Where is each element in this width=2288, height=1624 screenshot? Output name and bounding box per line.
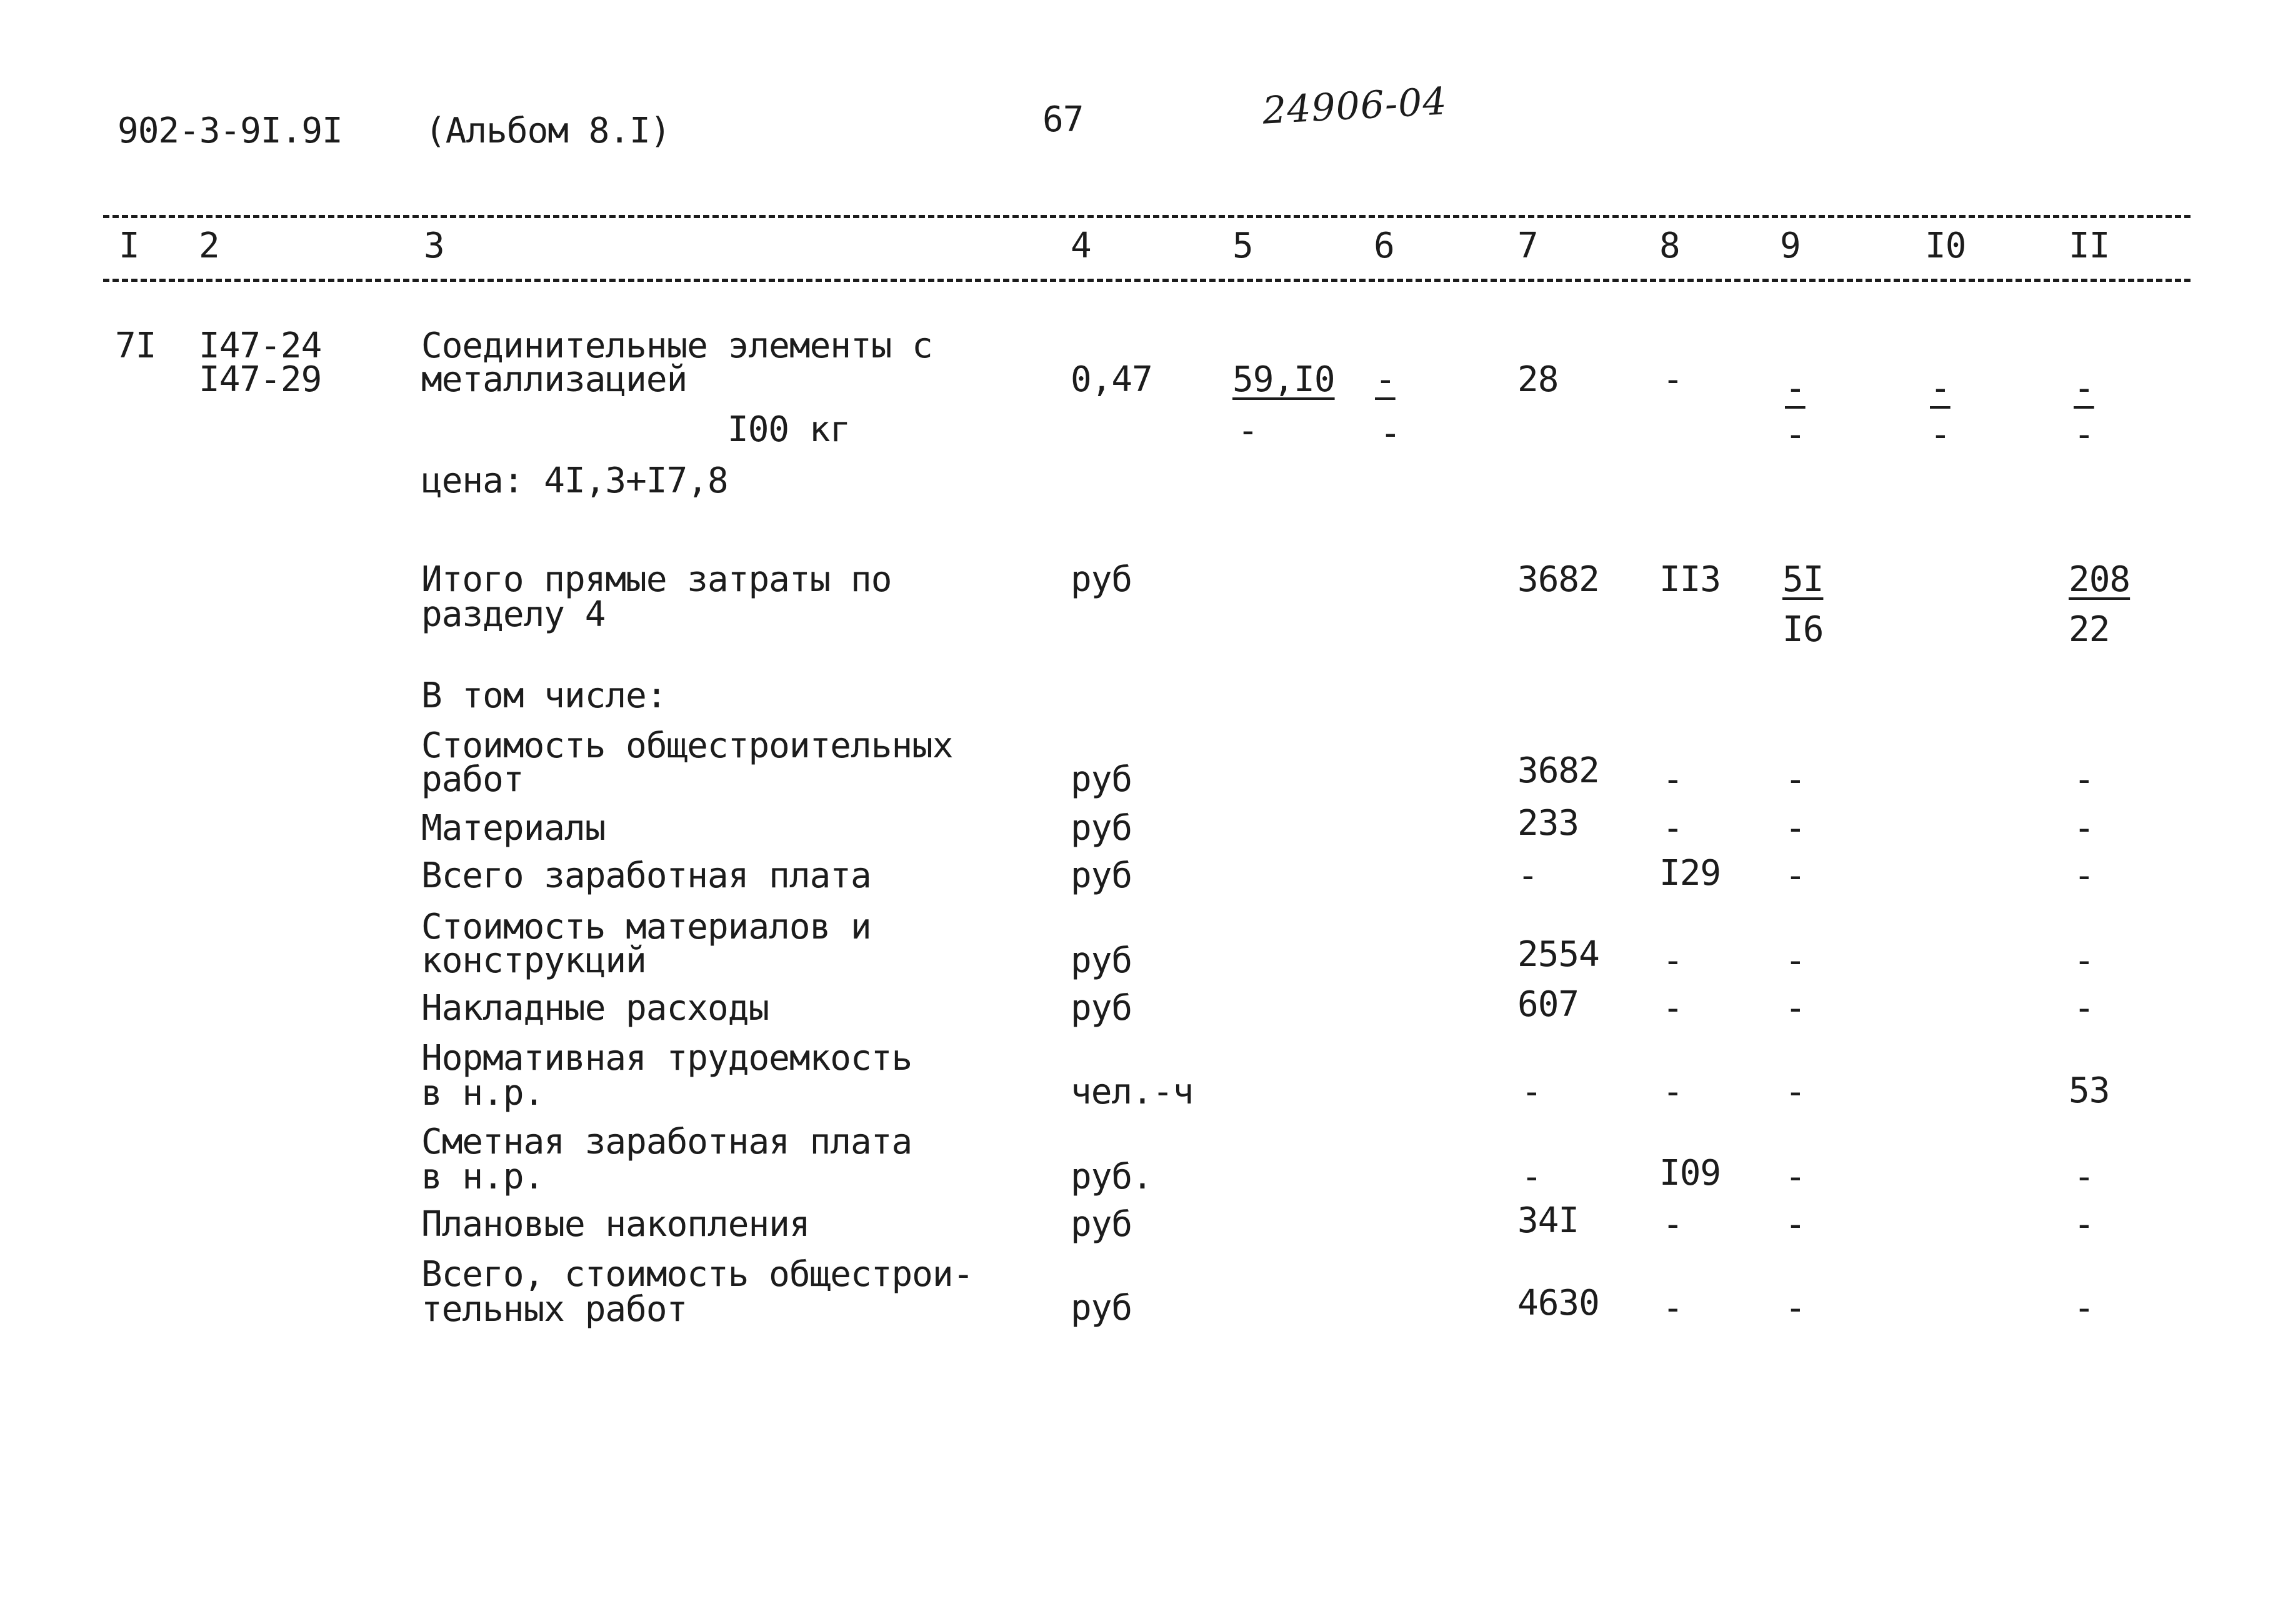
row-col11: - <box>2074 988 2094 1029</box>
row-unit: руб <box>1071 988 1132 1029</box>
column-header-6: 6 <box>1374 226 1394 266</box>
column-header-9: 9 <box>1780 226 1801 266</box>
row-col7: 607 <box>1517 984 1579 1025</box>
total-col7: 3682 <box>1517 559 1599 600</box>
row-col11: - <box>2074 855 2094 896</box>
item-name-line-2: металлизацией <box>421 359 687 400</box>
row-col9: - <box>1785 1157 1806 1197</box>
row-col9: - <box>1785 988 1806 1029</box>
row-col11: - <box>2074 808 2094 849</box>
item-col9-top: - <box>1785 368 1806 409</box>
row-col11: - <box>2074 1204 2094 1245</box>
row-col7: 233 <box>1517 803 1579 844</box>
item-col5-top: 59,I0 <box>1232 359 1335 400</box>
row-col8: I09 <box>1659 1153 1721 1193</box>
row-col7: - <box>1517 855 1538 896</box>
row-col11: - <box>2074 940 2094 981</box>
row-unit: руб <box>1071 855 1132 896</box>
row-col11: - <box>2074 1288 2094 1328</box>
total-name-line-1: Итого прямые затраты по <box>421 559 892 600</box>
item-name-line-1: Соединительные элементы с <box>421 326 932 366</box>
row-unit: руб. <box>1071 1157 1152 1197</box>
row-unit: руб <box>1071 1204 1132 1245</box>
item-col11-bottom: - <box>2074 414 2094 455</box>
row-col11: - <box>2074 759 2094 800</box>
row-name-line-1: Накладные расходы <box>421 988 769 1029</box>
page-number: 67 <box>1042 99 1084 140</box>
row-name-line-1: Нормативная трудоемкость <box>421 1038 912 1079</box>
row-col7: 4630 <box>1517 1283 1599 1323</box>
item-quantity: 0,47 <box>1071 359 1152 400</box>
item-code-2: I47-29 <box>199 359 322 400</box>
item-number: 7I <box>115 326 156 366</box>
item-col10-top: - <box>1930 368 1951 409</box>
row-col8: - <box>1662 1072 1683 1112</box>
item-col9-bottom: - <box>1785 414 1806 455</box>
row-name-line-1: Стоимость общестроительных <box>421 725 953 766</box>
row-col7: - <box>1521 1157 1542 1197</box>
item-price: цена: 4I,3+I7,8 <box>421 461 728 501</box>
row-col8: - <box>1662 940 1683 981</box>
total-col9-bottom: I6 <box>1782 609 1824 650</box>
item-col6-bottom: - <box>1380 413 1401 454</box>
row-col9: - <box>1785 940 1806 981</box>
row-name-line-2: в н.р. <box>421 1157 544 1197</box>
row-col9: - <box>1785 759 1806 800</box>
row-col9: - <box>1785 855 1806 896</box>
total-col8: II3 <box>1659 559 1721 600</box>
row-col11: - <box>2074 1157 2094 1197</box>
table-header-top-rule <box>103 215 2191 218</box>
total-name-line-2: разделу 4 <box>421 594 606 635</box>
total-col11-top: 208 <box>2069 559 2131 600</box>
row-name-line-2: в н.р. <box>421 1073 544 1113</box>
row-unit: руб <box>1071 1288 1132 1328</box>
column-header-7: 7 <box>1517 226 1538 266</box>
row-name-line-1: Плановые накопления <box>421 1204 810 1245</box>
album-label: (Альбом 8.I) <box>425 111 671 151</box>
row-unit: руб <box>1071 808 1132 849</box>
row-col7: - <box>1521 1072 1542 1112</box>
total-col9-top: 5I <box>1782 559 1824 600</box>
item-col8: - <box>1662 359 1683 400</box>
row-col7: 3682 <box>1517 750 1599 791</box>
column-header-5: 5 <box>1232 226 1253 266</box>
row-col8: - <box>1662 808 1683 849</box>
item-col5-bottom: - <box>1237 411 1258 451</box>
row-col7: 34I <box>1517 1200 1579 1241</box>
total-col11-bottom: 22 <box>2069 609 2110 650</box>
item-code-1: I47-24 <box>199 326 322 366</box>
row-col9: - <box>1785 808 1806 849</box>
item-unit: I00 кг <box>727 409 851 450</box>
row-col11: 53 <box>2069 1070 2110 1111</box>
row-name-line-1: Всего заработная плата <box>421 855 871 896</box>
item-col11-top: - <box>2074 368 2094 409</box>
row-col7: 2554 <box>1517 934 1599 975</box>
total-unit: руб <box>1071 559 1132 600</box>
column-header-1: I <box>119 226 139 266</box>
item-col10-bottom: - <box>1930 414 1951 455</box>
including-label: В том числе: <box>421 675 667 716</box>
column-header-3: 3 <box>424 226 444 266</box>
row-col9: - <box>1785 1288 1806 1328</box>
row-col8: - <box>1662 1288 1683 1328</box>
row-col9: - <box>1785 1204 1806 1245</box>
column-header-10: I0 <box>1925 226 1966 266</box>
row-col8: I29 <box>1659 853 1721 894</box>
row-name-line-2: тельных работ <box>421 1289 687 1330</box>
row-name-line-1: Стоимость материалов и <box>421 907 871 947</box>
row-unit: чел.-ч <box>1071 1072 1194 1112</box>
row-col8: - <box>1662 759 1683 800</box>
row-col8: - <box>1662 1204 1683 1245</box>
column-header-4: 4 <box>1071 226 1091 266</box>
column-header-8: 8 <box>1659 226 1680 266</box>
row-name-line-1: Сметная заработная плата <box>421 1122 912 1162</box>
row-name-line-1: Всего, стоимость общестрои- <box>421 1254 974 1295</box>
table-header-bottom-rule <box>103 279 2191 282</box>
item-col7: 28 <box>1517 359 1559 400</box>
document-code: 902-3-9I.9I <box>117 111 342 151</box>
row-col8: - <box>1662 988 1683 1029</box>
row-col9: - <box>1785 1072 1806 1112</box>
row-name-line-2: работ <box>421 759 524 800</box>
column-header-11: II <box>2069 226 2110 266</box>
row-unit: руб <box>1071 940 1132 981</box>
row-name-line-1: Материалы <box>421 808 606 849</box>
row-name-line-2: конструкций <box>421 940 646 981</box>
column-header-2: 2 <box>199 226 219 266</box>
item-col6-top: - <box>1375 359 1396 400</box>
handwritten-number: 24906-04 <box>1261 79 1449 133</box>
row-unit: руб <box>1071 759 1132 800</box>
